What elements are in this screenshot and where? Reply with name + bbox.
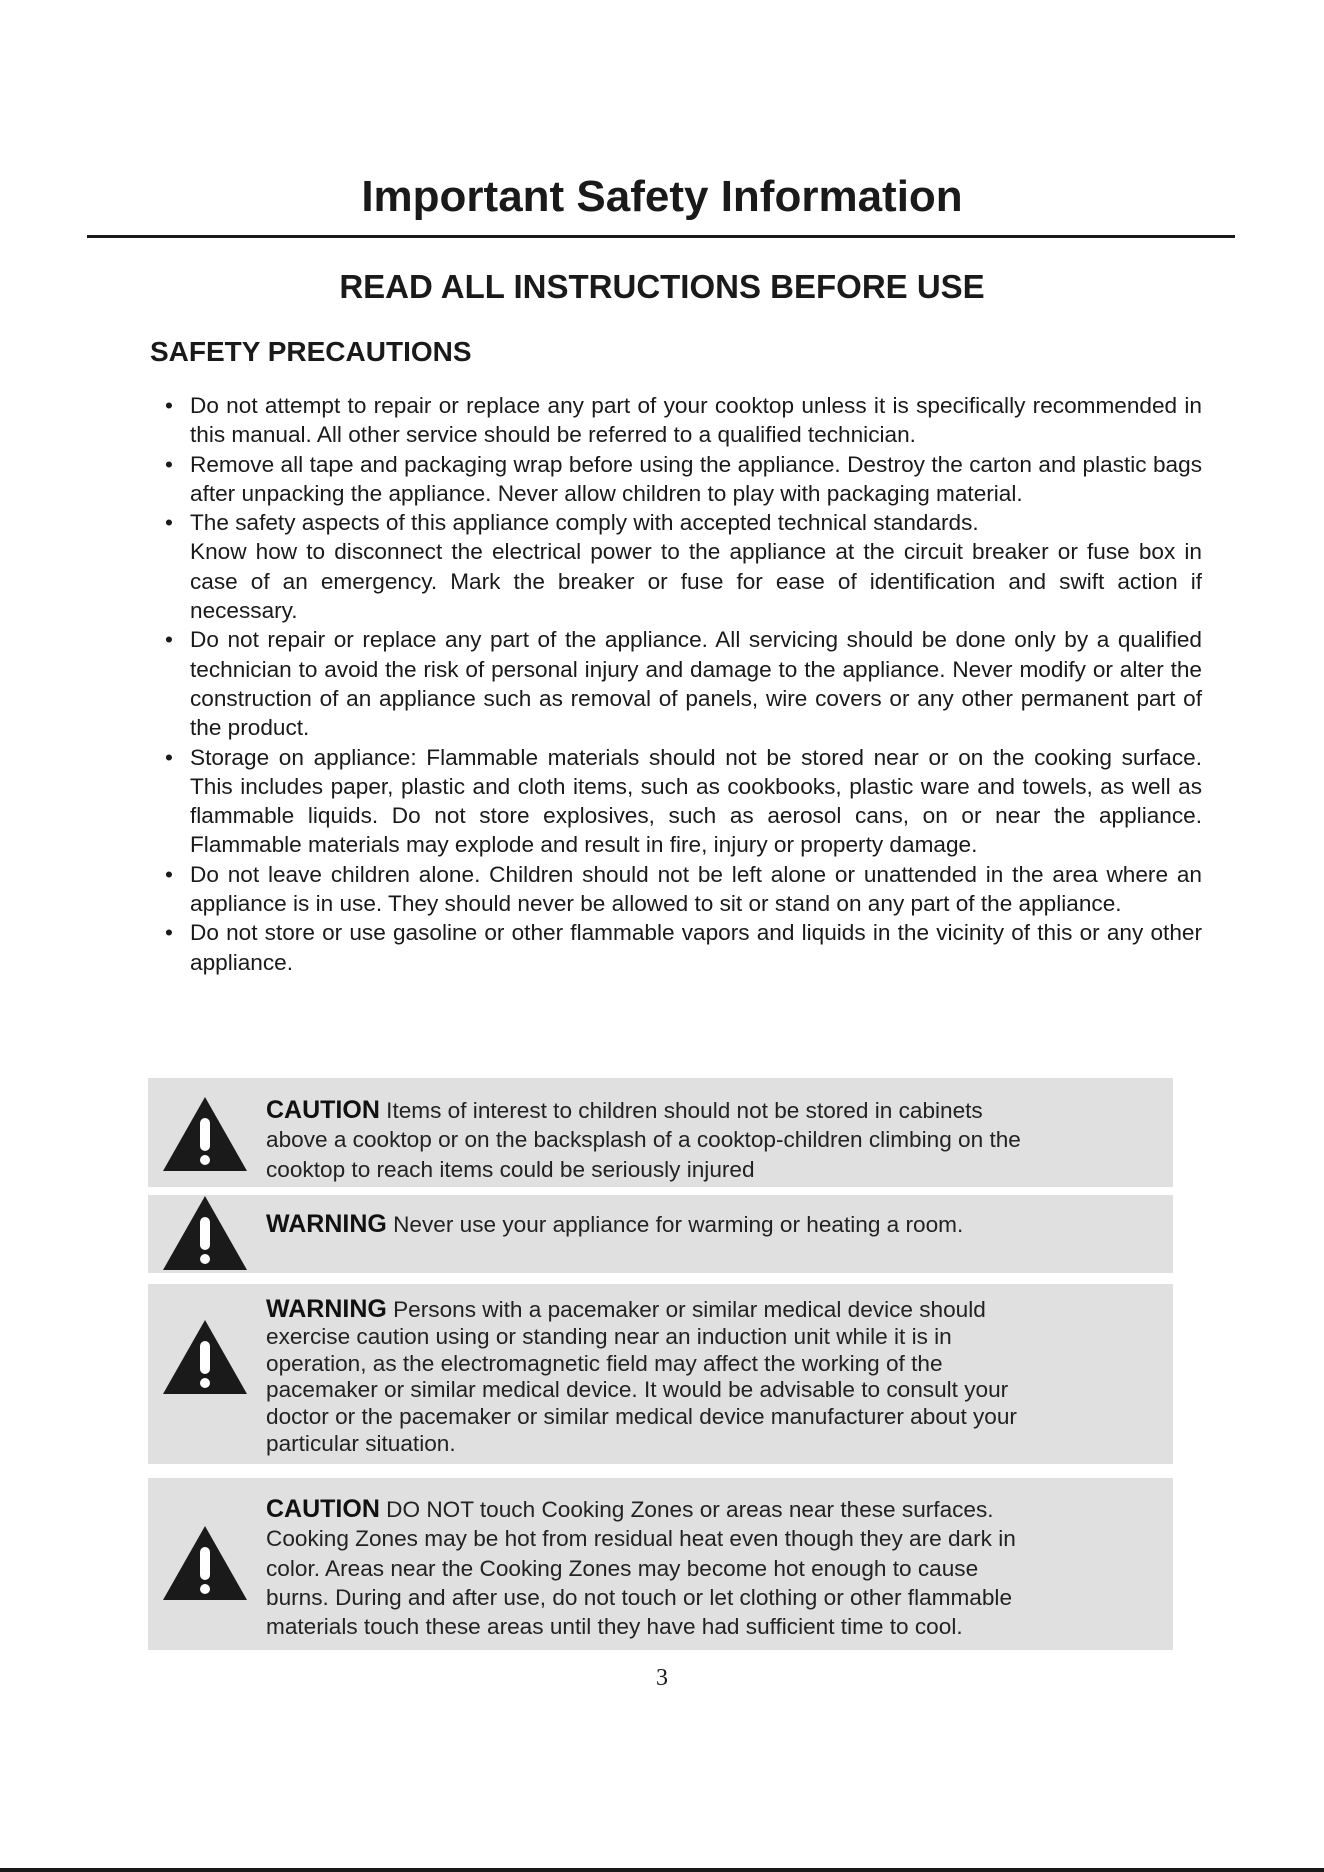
- list-item-text: Know how to disconnect the electrical power to the appliance at the circuit breaker or fuse box in case of an emergency. Mark the breaker or fuse for ease of identification and swift action if necessary.: [190, 539, 1202, 624]
- list-item-text: • Storage on appliance: Flammable materials should not be stored near or on the cooking surface. This includes paper, plastic and cloth items, such as cookbooks, plastic ware and towels, as well as flammable liquids. Do not store explosives, such as aerosol cans, on or near the appliance. Flammable materials may explode and result in fire, injury or property damage.: [190, 744, 1202, 858]
- notice-line: DO NOT touch Cooking Zones or areas near these surfaces.: [386, 1497, 994, 1522]
- page-title: Important Safety Information: [361, 172, 963, 221]
- safety-precautions-list: [162, 391, 1202, 977]
- bottom-edge-rule: [0, 1868, 1324, 1872]
- warning-notice-heating: [148, 1195, 1173, 1273]
- notice-line: pacemaker or similar medical device. It would be advisable to consult your: [266, 1377, 1009, 1403]
- caution-notice-cooking-zones: [148, 1478, 1173, 1650]
- page-number: 3: [656, 1665, 668, 1691]
- list-item-text: • The safety aspects of this appliance comply with accepted technical standards.: [190, 510, 979, 536]
- notice-line: operation, as the electromagnetic field may affect the working of the: [266, 1350, 943, 1376]
- notice-line: Items of interest to children should not be stored in cabinets: [386, 1098, 983, 1123]
- warning-triangle-icon: [162, 1525, 248, 1601]
- notice-line: exercise caution using or standing near an induction unit while it is in: [266, 1323, 952, 1349]
- notice-line: materials touch these areas until they have had sufficient time to cool.: [266, 1614, 963, 1640]
- notice-line: Persons with a pacemaker or similar medical device should: [393, 1297, 986, 1322]
- warning-triangle-icon: [162, 1319, 248, 1395]
- notice-label: WARNING: [266, 1295, 387, 1323]
- notice-text: [266, 1495, 1146, 1641]
- list-item: [190, 918, 1202, 977]
- notice-label: CAUTION: [266, 1495, 380, 1523]
- warning-triangle-icon: [162, 1096, 248, 1172]
- notice-line: burns. During and after use, do not touch or let clothing or other flammable: [266, 1584, 1013, 1610]
- list-item: [190, 391, 1202, 450]
- section-heading: SAFETY PRECAUTIONS: [150, 336, 472, 367]
- list-item: [190, 860, 1202, 919]
- caution-notice-children: [148, 1078, 1173, 1187]
- page-subtitle: READ ALL INSTRUCTIONS BEFORE USE: [339, 268, 985, 305]
- notice-line: above a cooktop or on the backsplash of a cooktop-children climbing on the: [266, 1127, 1021, 1153]
- list-item-text: • Do not store or use gasoline or other flammable vapors and liquids in the vicinity of this or any other appliance.: [190, 920, 1202, 975]
- list-item: [190, 625, 1202, 742]
- notice-line: color. Areas near the Cooking Zones may become hot enough to cause: [266, 1555, 979, 1581]
- list-item: [190, 508, 1202, 625]
- title-divider: [87, 235, 1235, 238]
- warning-notice-pacemaker: [148, 1284, 1173, 1464]
- notice-line: doctor or the pacemaker or similar medical device manufacturer about your: [266, 1404, 1017, 1430]
- list-item: [190, 450, 1202, 509]
- notice-text: [266, 1096, 1146, 1184]
- list-item-text: • Do not leave children alone. Children should not be left alone or unattended in the area where an appliance is in use. They should never be allowed to sit or stand on any part of the appliance.: [190, 861, 1202, 917]
- list-item-text: • Do not repair or replace any part of the appliance. All servicing should be done only by a qualified technician to avoid the risk of personal injury and damage to the appliance. Never modify or alter the construction of an appliance such as removal of panels, wire covers or any other permanent part of the product.: [190, 627, 1202, 741]
- notice-text: [266, 1210, 1146, 1239]
- list-item: [190, 743, 1202, 860]
- list-item-text: • Remove all tape and packaging wrap before using the appliance. Destroy the carton and plastic bags after unpacking the appliance. Never allow children to play with packaging material.: [190, 451, 1202, 506]
- notice-label: WARNING: [266, 1210, 387, 1238]
- notice-text: [266, 1296, 1146, 1458]
- warning-triangle-icon: [162, 1195, 248, 1271]
- notice-line: Cooking Zones may be hot from residual heat even though they are dark in: [266, 1526, 1016, 1552]
- list-item-text: • Do not attempt to repair or replace any part of your cooktop unless it is specifically recommended in this manual. All other service should be referred to a qualified technician.: [190, 393, 1202, 448]
- notice-label: CAUTION: [266, 1096, 380, 1124]
- notice-line: cooktop to reach items could be seriously injured: [266, 1156, 755, 1182]
- notice-line: Never use your appliance for warming or heating a room.: [393, 1212, 964, 1237]
- notice-line: particular situation.: [266, 1430, 456, 1456]
